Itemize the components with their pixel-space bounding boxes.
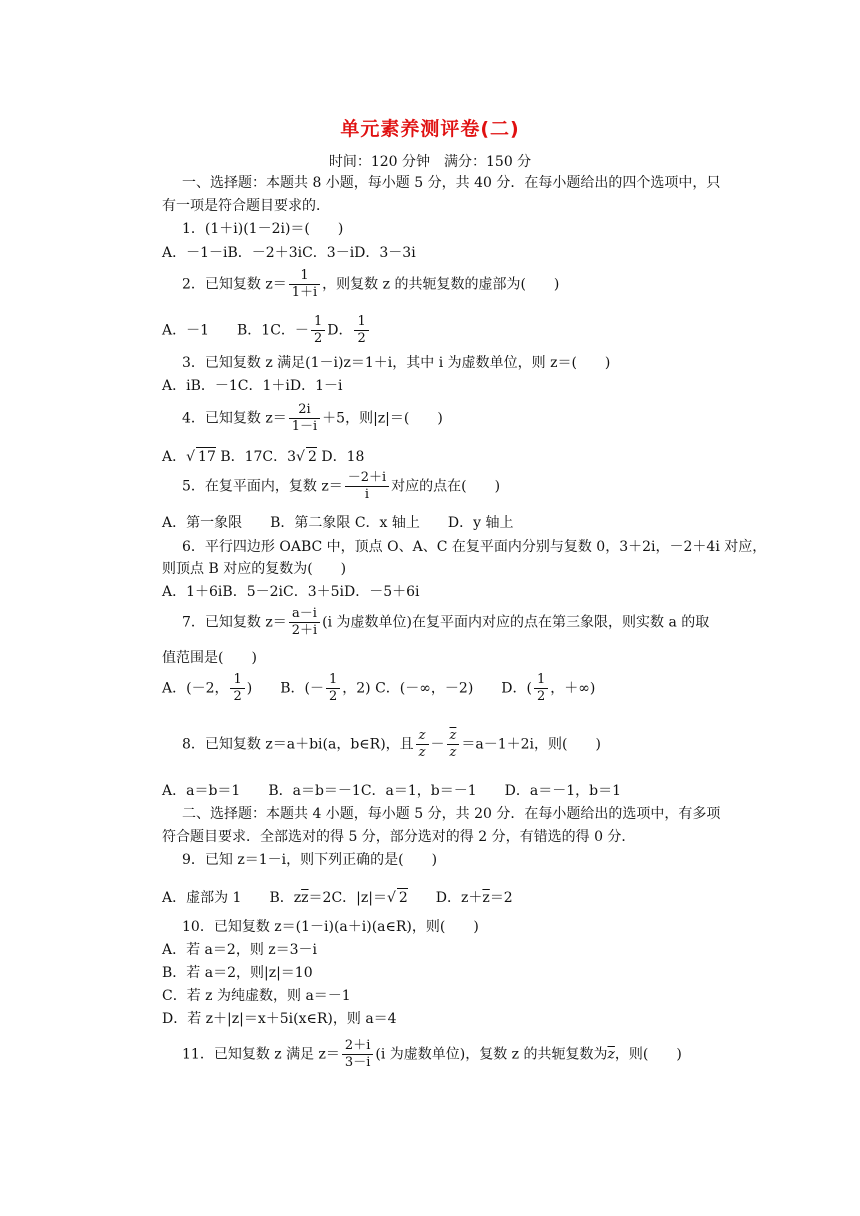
section1-intro-line1: 一、选择题：本题共 8 小题，每小题 5 分，共 40 分．在每小题给出的四个选项中，只 bbox=[182, 175, 721, 191]
question-1-options: A．－1－iB．－2＋3iC．3－iD．3－3i bbox=[162, 245, 416, 261]
section2-intro-line1: 二、选择题：本题共 4 小题，每小题 5 分，共 20 分．在每小题给出的选项中，有多项 bbox=[182, 806, 721, 822]
question-4-fraction: $\frac{2i}{1-i}$ bbox=[289, 402, 320, 435]
time-score-info: 时间：120 分钟 满分：150 分 bbox=[328, 154, 532, 170]
question-7-fraction: $\frac{a-i}{2+i}$ bbox=[289, 606, 320, 639]
question-2-options: A．－1 B．1C．－ $\frac{1}{2}$ D． $\frac{1}{2}$ bbox=[162, 314, 371, 347]
question-3-stem: 3．已知复数 z 满足(1－i)z＝1＋i，其中 i 为虚数单位，则 z＝( ) bbox=[182, 355, 611, 371]
section1-intro-line2: 有一项是符合题目要求的． bbox=[162, 198, 330, 214]
question-6-line1: 6．平行四边形 OABC 中，顶点 O、A、C 在复平面内分别与复数 0，3＋2i，－2＋4i 对应， bbox=[182, 539, 767, 555]
section2-intro-line2: 符合题目要求．全部选对的得 5 分，部分选对的得 2 分，有错选的得 0 分． bbox=[162, 829, 636, 845]
question-6-line2: 则顶点 B 对应的复数为( ) bbox=[162, 561, 347, 577]
question-10-option-c: C．若 z 为纯虚数，则 a＝－1 bbox=[162, 988, 351, 1004]
question-6-options: A．1＋6iB．5－2iC．3＋5iD．－5＋6i bbox=[162, 584, 420, 600]
question-10-option-b: B．若 a＝2，则|z|＝10 bbox=[162, 965, 313, 981]
question-1-stem: 1．(1＋i)(1－2i)＝( ) bbox=[182, 221, 344, 237]
question-11-fraction: $\frac{2+i}{3-i}$ bbox=[342, 1038, 373, 1071]
question-2-fraction: $\frac{1}{1+i}$ bbox=[289, 268, 320, 301]
question-10-stem: 10．已知复数 z＝(1－i)(a＋i)(a∈R)，则( ) bbox=[182, 919, 479, 935]
question-5-fraction: $\frac{-2+i}{i}$ bbox=[345, 470, 389, 503]
question-7-stem: 7．已知复数 z＝ $\frac{a-i}{2+i}$ (i 为虚数单位)在复平面内对应的点在第三象限，则实数 a 的取 bbox=[182, 606, 710, 638]
question-8-options: A．a＝b＝1 B．a＝b＝－1C．a＝1，b＝－1 D．a＝－1，b＝1 bbox=[162, 783, 622, 799]
page-title: 单元素养测评卷(二) bbox=[340, 118, 520, 140]
question-5-options: A．第一象限 B．第二象限 C．x 轴上 D．y 轴上 bbox=[162, 515, 514, 531]
question-4-options: A．√ 17 B．17C．3√ 2 D．18 bbox=[162, 449, 365, 465]
question-10-option-d: D．若 z＋|z|＝x＋5i(x∈R)，则 a＝4 bbox=[162, 1011, 397, 1027]
question-8-stem: 8．已知复数 z＝a＋bi(a，b∈R)，且 $\frac{z}{z}$ － $\frac{\overline{z}}{z}$ ＝a－1＋2i，则( ) bbox=[182, 728, 601, 760]
question-10-option-a: A．若 a＝2，则 z＝3－i bbox=[162, 942, 318, 958]
question-7-line2: 值范围是( ) bbox=[162, 650, 257, 666]
question-9-stem: 9．已知 z＝1－i，则下列正确的是( ) bbox=[182, 852, 438, 868]
question-5-stem: 5．在复平面内，复数 z＝ $\frac{-2+i}{i}$ 对应的点在( ) bbox=[182, 470, 501, 502]
question-4-stem: 4．已知复数 z＝ $\frac{2i}{1-i}$ ＋5，则|z|＝( ) bbox=[182, 402, 443, 434]
question-11-stem: 11．已知复数 z 满足 z＝ $\frac{2+i}{3-i}$ (i 为虚数单位)，复数 z 的共轭复数为$\overline{z}$，则( ) bbox=[182, 1038, 682, 1070]
question-2-stem: 2．已知复数 z＝ $\frac{1}{1+i}$ ，则复数 z 的共轭复数的虚部为( ) bbox=[182, 268, 560, 300]
question-7-options: A．(－2， $\frac{1}{2}$ ) B．(－ $\frac{1}{2}$ ，2) C．(－∞，－2) D．( $\frac{1}{2}$ ，＋∞) bbox=[162, 672, 596, 704]
question-3-options: A．iB．－1C．1＋iD．1－i bbox=[162, 378, 343, 394]
question-9-options: A．虚部为 1 B．$z\overline{z}=2C$．|z|＝√ 2 D．$z+\overline{z}=2$ bbox=[162, 890, 513, 906]
